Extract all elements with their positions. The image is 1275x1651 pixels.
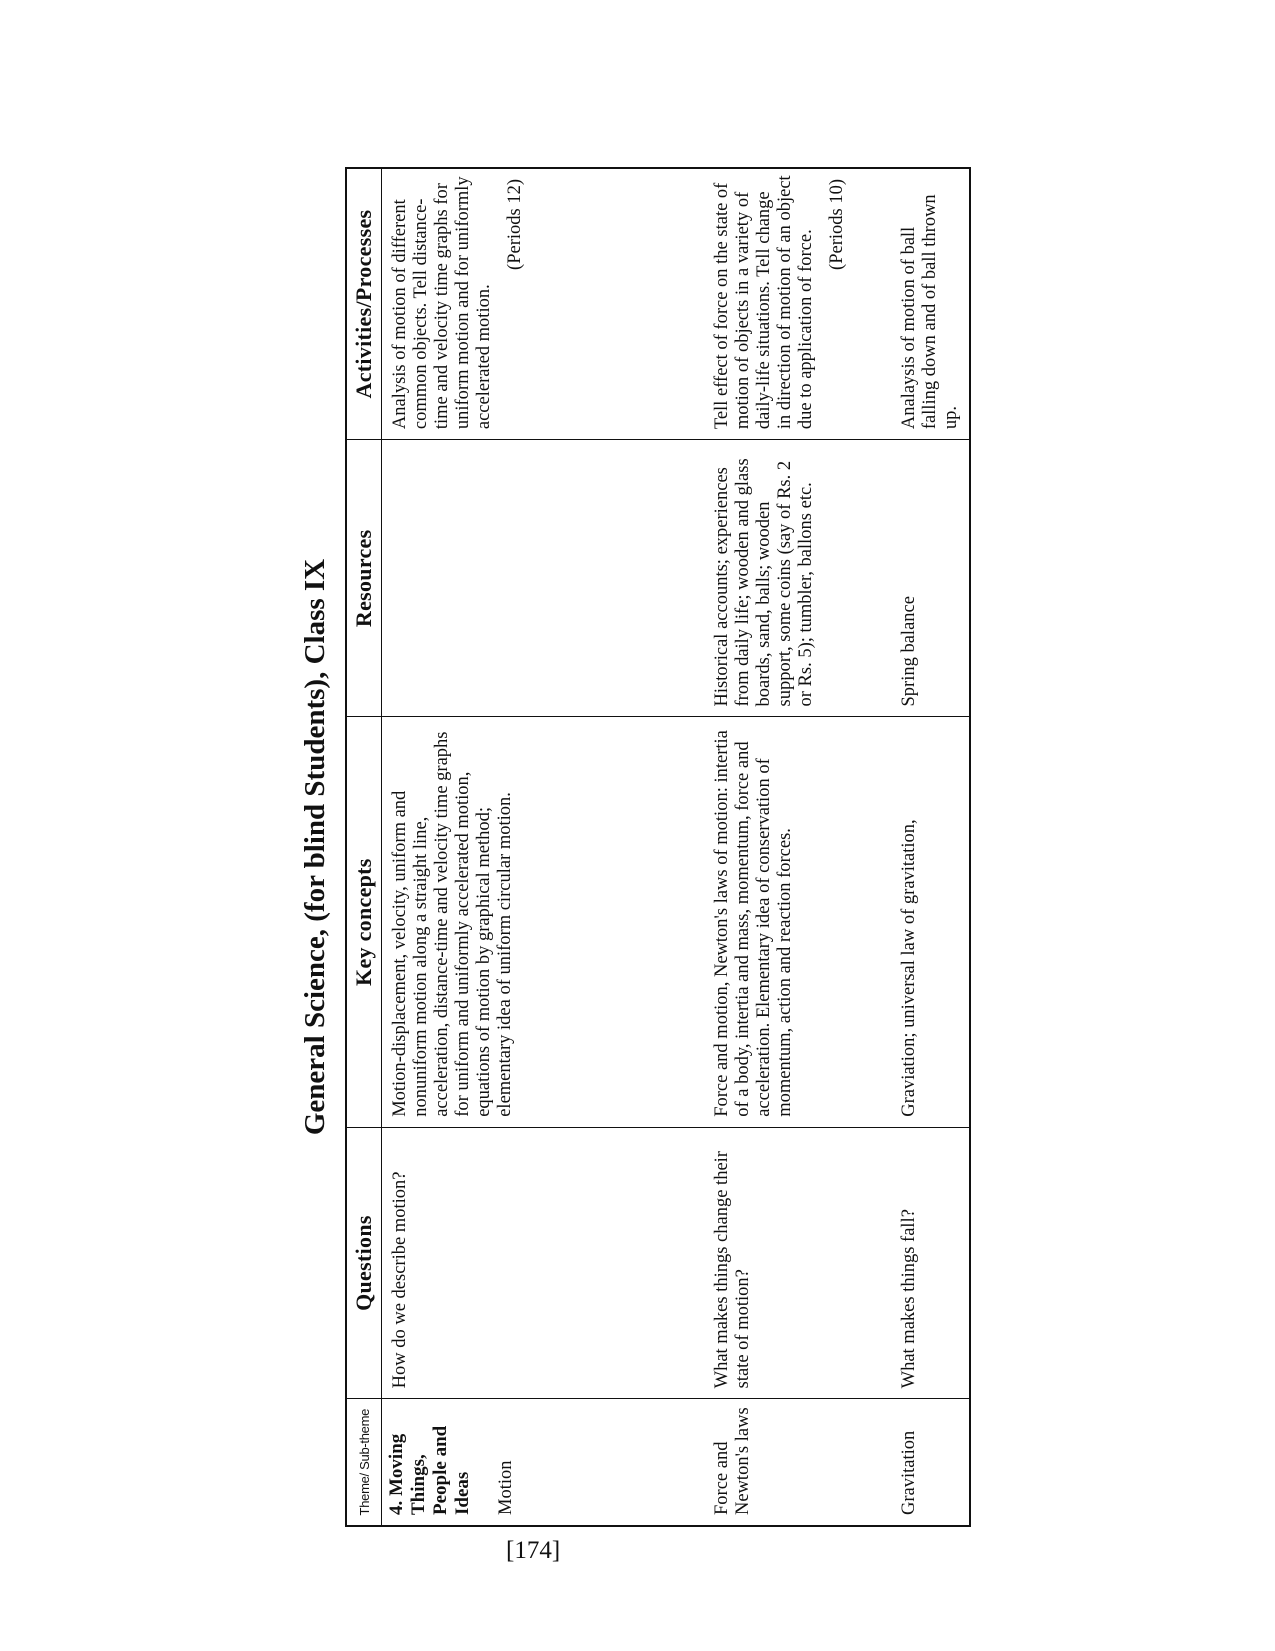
header-theme: Theme/ Sub-theme xyxy=(346,1399,382,1526)
page-title: General Science, (for blind Students), Class IX xyxy=(299,558,331,1136)
header-activities: Activities/Processes xyxy=(346,168,382,440)
key-concepts-cell: Graviation; universal law of gravitation, xyxy=(891,717,970,1127)
header-questions: Questions xyxy=(346,1127,382,1399)
question-cell: What makes things change their state of motion? xyxy=(704,1127,891,1399)
question-cell: What makes things fall? xyxy=(891,1127,970,1399)
key-concepts-cell: Motion-displacement, velocity, uniform and nonuniform motion along a straight line, acceleration, distance-time and velocity time graphs for uniform and uniformly accelerated motion, equations of motion by graphical method; elementary idea of uniform circular motion. xyxy=(382,717,705,1127)
periods-label: (Periods 12) xyxy=(505,179,525,270)
syllabus-table xyxy=(345,167,971,1527)
header-resources: Resources xyxy=(346,440,382,717)
resources-cell: Historical accounts; experiences from daily life; wooden and glass boards, sand, balls; wooden support, some coins (say of Rs. 2 or Rs. 5); tumbler, ballons etc. xyxy=(704,440,891,717)
theme-cell xyxy=(382,1399,705,1526)
question-cell: How do we describe motion? xyxy=(382,1127,705,1399)
table-row xyxy=(704,168,891,1526)
header-key-concepts: Key concepts xyxy=(346,717,382,1127)
table-row xyxy=(382,168,705,1526)
activities-cell xyxy=(704,168,891,440)
activities-cell: Analaysis of motion of ball falling down and of ball thrown up. xyxy=(891,168,970,440)
theme-cell: Force and Newton's laws xyxy=(704,1399,891,1526)
resources-cell xyxy=(382,440,705,717)
activities-cell xyxy=(382,168,705,440)
theme-cell: Gravitation xyxy=(891,1399,970,1526)
subtheme-label: Motion xyxy=(496,1460,516,1515)
periods-label: (Periods 10) xyxy=(827,179,847,270)
page-number: [174] xyxy=(506,1537,561,1564)
table-row xyxy=(891,168,970,1526)
theme-heading: 4. Moving Things, People and Ideas xyxy=(386,1425,473,1515)
key-concepts-cell: Force and motion, Newton's laws of motion: intertia of a body, intertia and mass, momentum, force and acceleration. Elementary idea of conservation of momentum, action and reaction forces. xyxy=(704,717,891,1127)
activities-text: Tell effect of force on the state of motion of objects in a variety of daily-life situations. Tell change in direction of motion of an object due to application of force. xyxy=(712,175,816,430)
resources-cell: Spring balance xyxy=(891,440,970,717)
activities-text: Analysis of motion of different common objects. Tell distance-time and velocity time graphs for uniform motion and for uniformly accelerated motion. xyxy=(390,176,494,430)
rotated-page xyxy=(287,167,987,1564)
table-header-row xyxy=(346,168,382,1526)
